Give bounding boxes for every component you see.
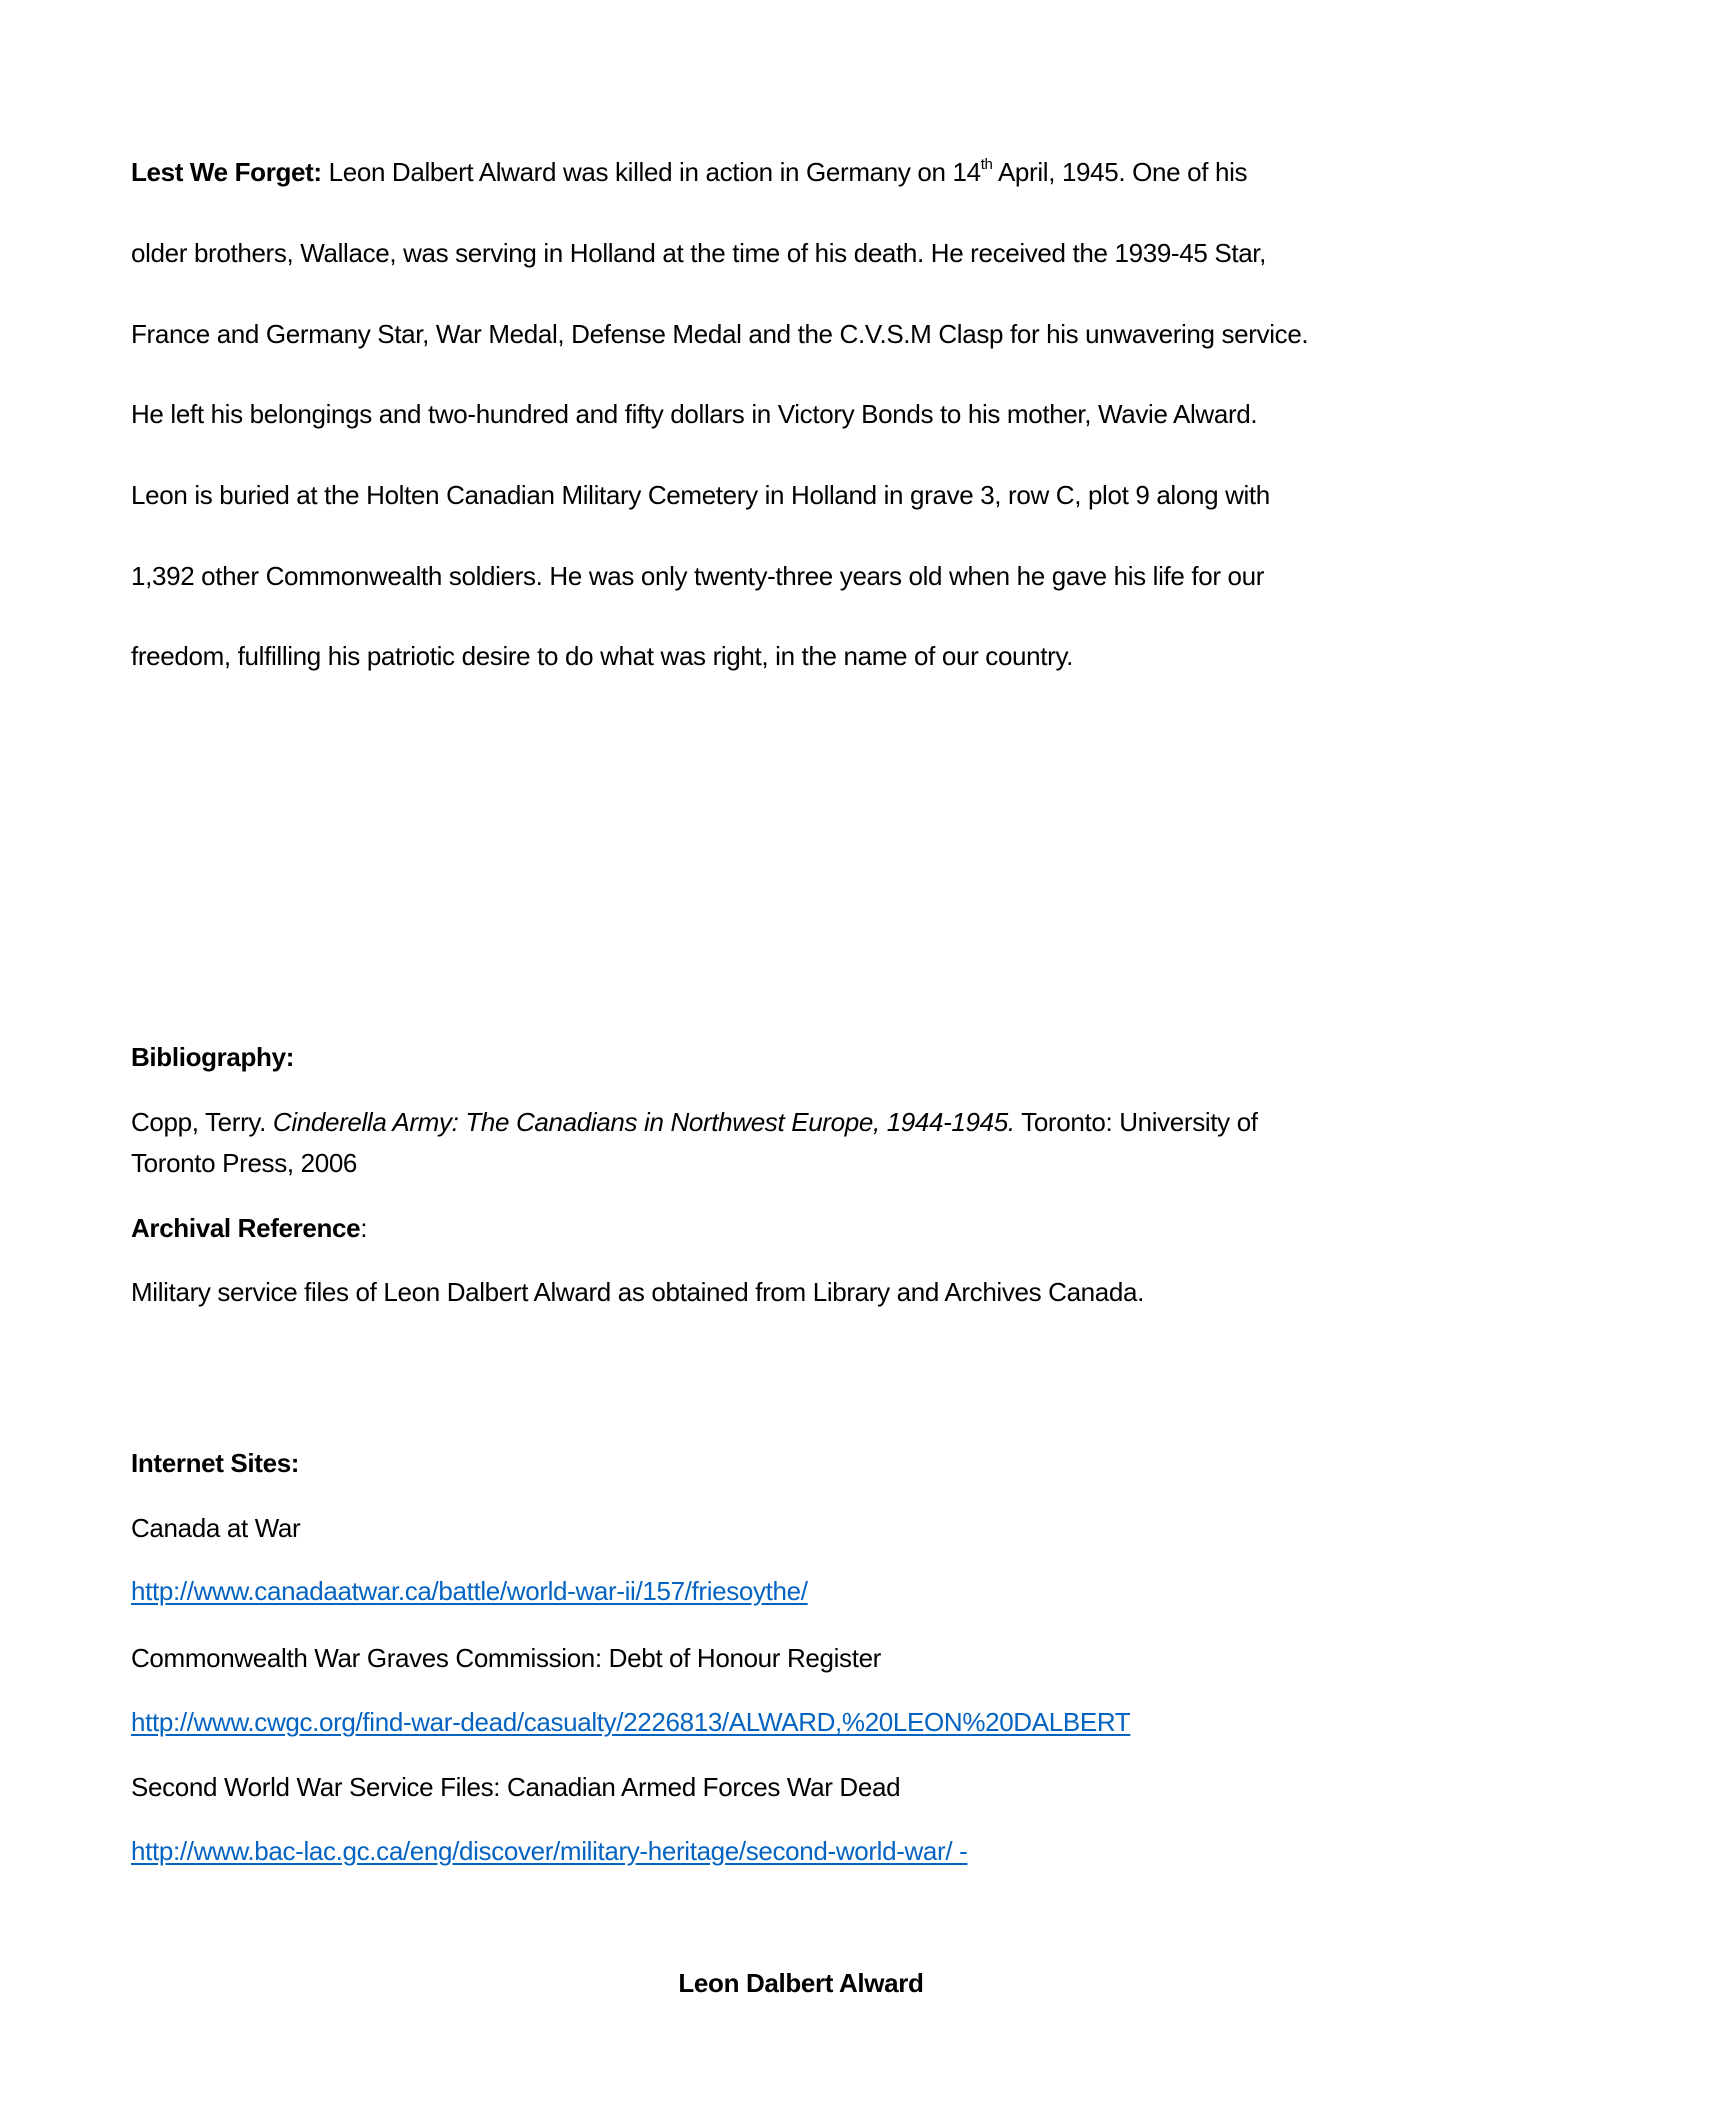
bibliography-entry-line-1 <box>131 1107 1258 1137</box>
lest-we-forget-line-2: older brothers, Wallace, was serving in Holland at the time of his death. He received the 1939-45 Star, <box>131 238 1267 268</box>
site-name-cwgc: Commonwealth War Graves Commission: Debt of Honour Register <box>131 1643 881 1673</box>
lest-we-forget-line-7: freedom, fulfilling his patriotic desire to do what was right, in the name of our country. <box>131 641 1074 671</box>
site-name-canada-at-war: Canada at War <box>131 1513 301 1543</box>
site-link-canada-at-war[interactable] <box>131 1576 808 1606</box>
bibliography-author: Copp, Terry. <box>131 1107 273 1137</box>
archival-reference-text: Military service files of Leon Dalbert Alward as obtained from Library and Archives Canada. <box>131 1277 1144 1307</box>
lest-we-forget-heading: Lest We Forget: <box>131 157 322 187</box>
site-link-bac-lac[interactable] <box>131 1836 967 1866</box>
site-link-cwgc[interactable] <box>131 1707 1130 1737</box>
archival-reference-heading: Archival Reference: <box>131 1213 368 1243</box>
cwgc-link[interactable]: http://www.cwgc.org/find-war-dead/casualty/2226813/ALWARD,%20LEON%20DALBERT <box>131 1707 1131 1737</box>
bibliography-publisher: Toronto: University of <box>1014 1107 1258 1137</box>
lest-we-forget-line-1: Lest We Forget: Leon Dalbert Alward was killed in action in Germany on 14th April, 1945. One of his <box>131 156 1248 187</box>
bibliography-heading: Bibliography: <box>131 1042 295 1072</box>
site-name-bac-lac: Second World War Service Files: Canadian Armed Forces War Dead <box>131 1772 901 1802</box>
canadaatwar-link[interactable]: http://www.canadaatwar.ca/battle/world-war-ii/157/friesoythe/ <box>131 1576 808 1606</box>
bac-lac-link[interactable]: http://www.bac-lac.gc.ca/eng/discover/military-heritage/second-world-war/ - <box>131 1836 968 1866</box>
internet-sites-heading: Internet Sites: <box>131 1448 300 1478</box>
lest-we-forget-line-5: Leon is buried at the Holten Canadian Military Cemetery in Holland in grave 3, row C, plot 9 along with <box>131 480 1270 510</box>
footer-title: Leon Dalbert Alward <box>678 1968 924 1998</box>
bibliography-entry-line-2: Toronto Press, 2006 <box>131 1148 358 1178</box>
bibliography-title: Cinderella Army: The Canadians in Northwest Europe, 1944-1945. <box>272 1107 1015 1137</box>
lest-we-forget-line-6: 1,392 other Commonwealth soldiers. He was only twenty-three years old when he gave his life for our <box>131 561 1265 591</box>
ordinal-suffix: th <box>980 156 993 173</box>
lest-we-forget-line-4: He left his belongings and two-hundred and fifty dollars in Victory Bonds to his mother, Wavie Alward. <box>131 399 1258 429</box>
lest-we-forget-line-3: France and Germany Star, War Medal, Defense Medal and the C.V.S.M Clasp for his unwavering service. <box>131 319 1309 349</box>
